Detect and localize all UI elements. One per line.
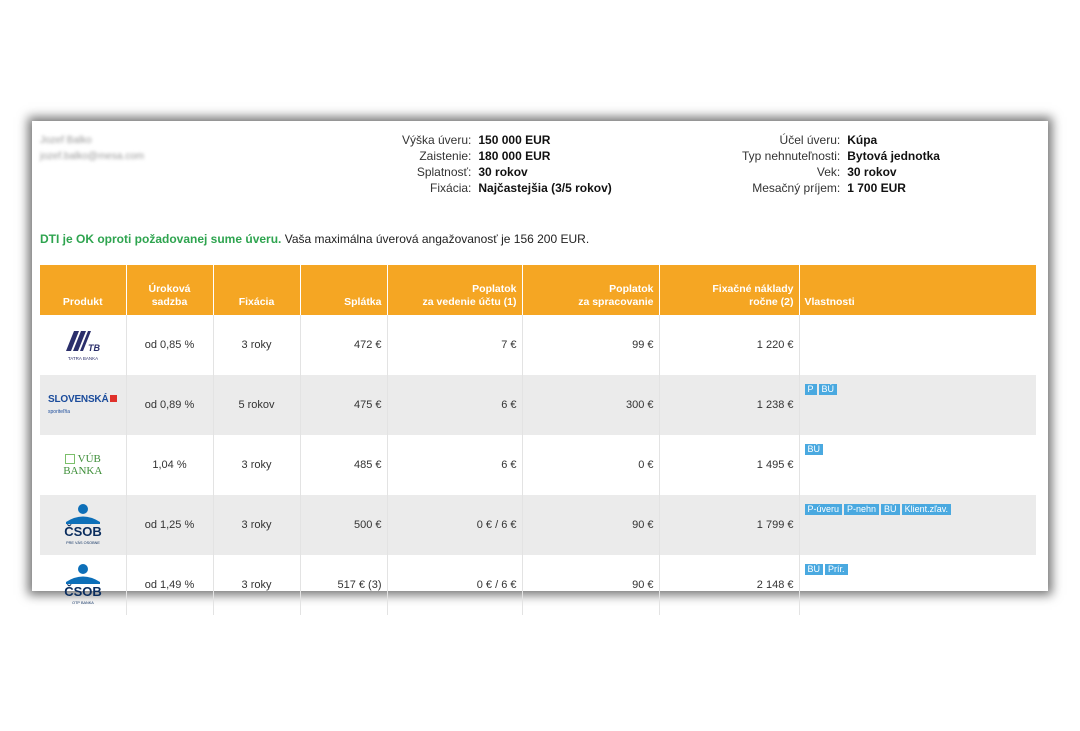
fixation-value: Najčastejšia (3/5 rokov) <box>478 181 612 195</box>
income-label: Mesačný príjem: <box>752 181 841 195</box>
purpose-label: Účel úveru: <box>779 133 841 147</box>
purpose-info <box>742 132 940 196</box>
fixed-costs-cell: 1 238 € <box>659 375 799 435</box>
header-fixed-costs <box>659 265 799 315</box>
account-fee-cell: 7 € <box>387 315 522 375</box>
features-cell <box>799 315 1036 375</box>
logo-text: SLOVENSKÁ <box>48 393 109 405</box>
purpose-row <box>742 132 940 148</box>
features-cell <box>799 375 1036 435</box>
header-product: Produkt <box>40 265 126 315</box>
logo-text: TB <box>87 342 100 353</box>
product-logo-tatra <box>40 315 126 375</box>
client-name: Jozef Balko <box>40 135 92 146</box>
header-account-fee-line2: za vedenie účtu (1) <box>422 296 517 308</box>
payment-cell: 517 € (3) <box>300 555 387 615</box>
table-row[interactable] <box>40 315 1036 375</box>
feature-tag: P-úveru <box>805 504 843 515</box>
product-logo-slsp <box>40 375 126 435</box>
header-rate <box>126 265 213 315</box>
header-processing-fee <box>522 265 659 315</box>
header-fixed-costs-line1: Fixačné náklady <box>712 283 794 295</box>
processing-fee-cell: 0 € <box>522 435 659 495</box>
csob-logo-icon <box>58 502 108 546</box>
offer-card <box>32 121 1048 605</box>
table-header <box>40 265 1036 315</box>
table-row[interactable] <box>40 495 1036 555</box>
maturity-value: 30 rokov <box>478 165 528 179</box>
header-rate-line1: Úroková <box>148 283 191 295</box>
header-payment: Splátka <box>300 265 387 315</box>
dti-detail-text: Vaša maximálna úverová angažovanosť je 156 200 EUR. <box>281 232 590 246</box>
maturity-row <box>402 164 612 180</box>
processing-fee-cell: 300 € <box>522 375 659 435</box>
client-email: jozef.balko@mesa.com <box>40 151 145 162</box>
age-value: 30 rokov <box>847 165 897 179</box>
collateral-row <box>402 148 612 164</box>
table-row[interactable] <box>40 555 1036 615</box>
feature-tag: BÚ <box>805 564 824 575</box>
fixed-costs-cell: 2 148 € <box>659 555 799 615</box>
header-fixation: Fixácia <box>213 265 300 315</box>
purpose-value: Kúpa <box>847 133 878 147</box>
logo-subtext: OTP BANKA <box>71 600 94 605</box>
payment-cell: 472 € <box>300 315 387 375</box>
rate-cell: od 1,25 % <box>126 495 213 555</box>
rate-cell: 1,04 % <box>126 435 213 495</box>
slsp-emblem-icon <box>110 395 117 402</box>
logo-subtext: TATRA BANKA <box>67 355 98 361</box>
feature-tag: Klient.zľav. <box>902 504 951 515</box>
property-type-label: Typ nehnuteľnosti: <box>742 149 841 163</box>
payment-cell: 500 € <box>300 495 387 555</box>
csob-otp-logo-icon <box>58 562 108 606</box>
features-cell <box>799 555 1036 615</box>
fixed-costs-cell: 1 799 € <box>659 495 799 555</box>
fixation-cell: 3 roky <box>213 315 300 375</box>
age-label: Vek: <box>816 165 841 179</box>
feature-tag: P <box>805 384 817 395</box>
logo-text: ČSOB <box>63 523 102 539</box>
account-fee-cell: 6 € <box>387 375 522 435</box>
processing-fee-cell: 90 € <box>522 555 659 615</box>
header-processing-fee-line2: za spracovanie <box>578 296 654 308</box>
feature-tag: P-nehn <box>844 504 879 515</box>
logo-text: VÚB BANKA <box>63 453 103 478</box>
fixation-cell: 3 roky <box>213 435 300 495</box>
vub-emblem-icon <box>65 454 75 464</box>
logo-subtext: sporiteľňa <box>48 408 71 415</box>
features-cell <box>799 495 1036 555</box>
fixation-row <box>402 180 612 196</box>
maturity-label: Splatnosť: <box>416 165 472 179</box>
header-features: Vlastnosti <box>799 265 1036 315</box>
header-rate-line2: sadzba <box>151 296 188 308</box>
loan-amount-label: Výška úveru: <box>402 133 472 147</box>
age-row <box>742 164 940 180</box>
fixed-costs-cell: 1 495 € <box>659 435 799 495</box>
account-fee-cell: 0 € / 6 € <box>387 495 522 555</box>
fixation-label: Fixácia: <box>430 181 472 195</box>
loan-amount-row <box>402 132 612 148</box>
header-account-fee-line1: Poplatok <box>472 283 517 295</box>
income-row <box>742 180 940 196</box>
header-processing-fee-line1: Poplatok <box>609 283 654 295</box>
slsp-logo <box>48 394 117 417</box>
table-row[interactable] <box>40 435 1036 495</box>
product-logo-csob-otp <box>40 555 126 615</box>
feature-tag: BÚ <box>805 444 824 455</box>
loan-info <box>402 132 612 196</box>
processing-fee-cell: 99 € <box>522 315 659 375</box>
feature-tag: Prír. <box>825 564 848 575</box>
collateral-value: 180 000 EUR <box>478 149 551 163</box>
features-cell <box>799 435 1036 495</box>
dti-message <box>40 232 589 246</box>
logo-subtext: PRE VÁS OSOBNE <box>65 540 100 545</box>
fixation-cell: 5 rokov <box>213 375 300 435</box>
offers-table <box>40 265 1036 615</box>
rate-cell: od 1,49 % <box>126 555 213 615</box>
logo-text: ČSOB <box>63 583 102 599</box>
product-logo-csob <box>40 495 126 555</box>
rate-cell: od 0,89 % <box>126 375 213 435</box>
account-fee-cell: 0 € / 6 € <box>387 555 522 615</box>
client-info <box>40 133 144 165</box>
payment-cell: 475 € <box>300 375 387 435</box>
fixation-cell: 3 roky <box>213 495 300 555</box>
payment-cell: 485 € <box>300 435 387 495</box>
product-logo-vub <box>40 435 126 495</box>
property-type-value: Bytová jednotka <box>847 149 940 163</box>
processing-fee-cell: 90 € <box>522 495 659 555</box>
rate-cell: od 0,85 % <box>126 315 213 375</box>
income-value: 1 700 EUR <box>847 181 906 195</box>
account-fee-cell: 6 € <box>387 435 522 495</box>
table-row[interactable] <box>40 375 1036 435</box>
collateral-label: Zaistenie: <box>419 149 472 163</box>
property-type-row <box>742 148 940 164</box>
header-fixed-costs-line2: ročne (2) <box>749 296 794 308</box>
loan-amount-value: 150 000 EUR <box>478 133 551 147</box>
feature-tag: BÚ <box>881 504 900 515</box>
tatra-banka-logo-icon <box>60 325 106 363</box>
fixed-costs-cell: 1 220 € <box>659 315 799 375</box>
fixation-cell: 3 roky <box>213 555 300 615</box>
feature-tag: BÚ <box>819 384 838 395</box>
header-account-fee <box>387 265 522 315</box>
dti-ok-text: DTI je OK oproti požadovanej sume úveru. <box>40 232 282 246</box>
